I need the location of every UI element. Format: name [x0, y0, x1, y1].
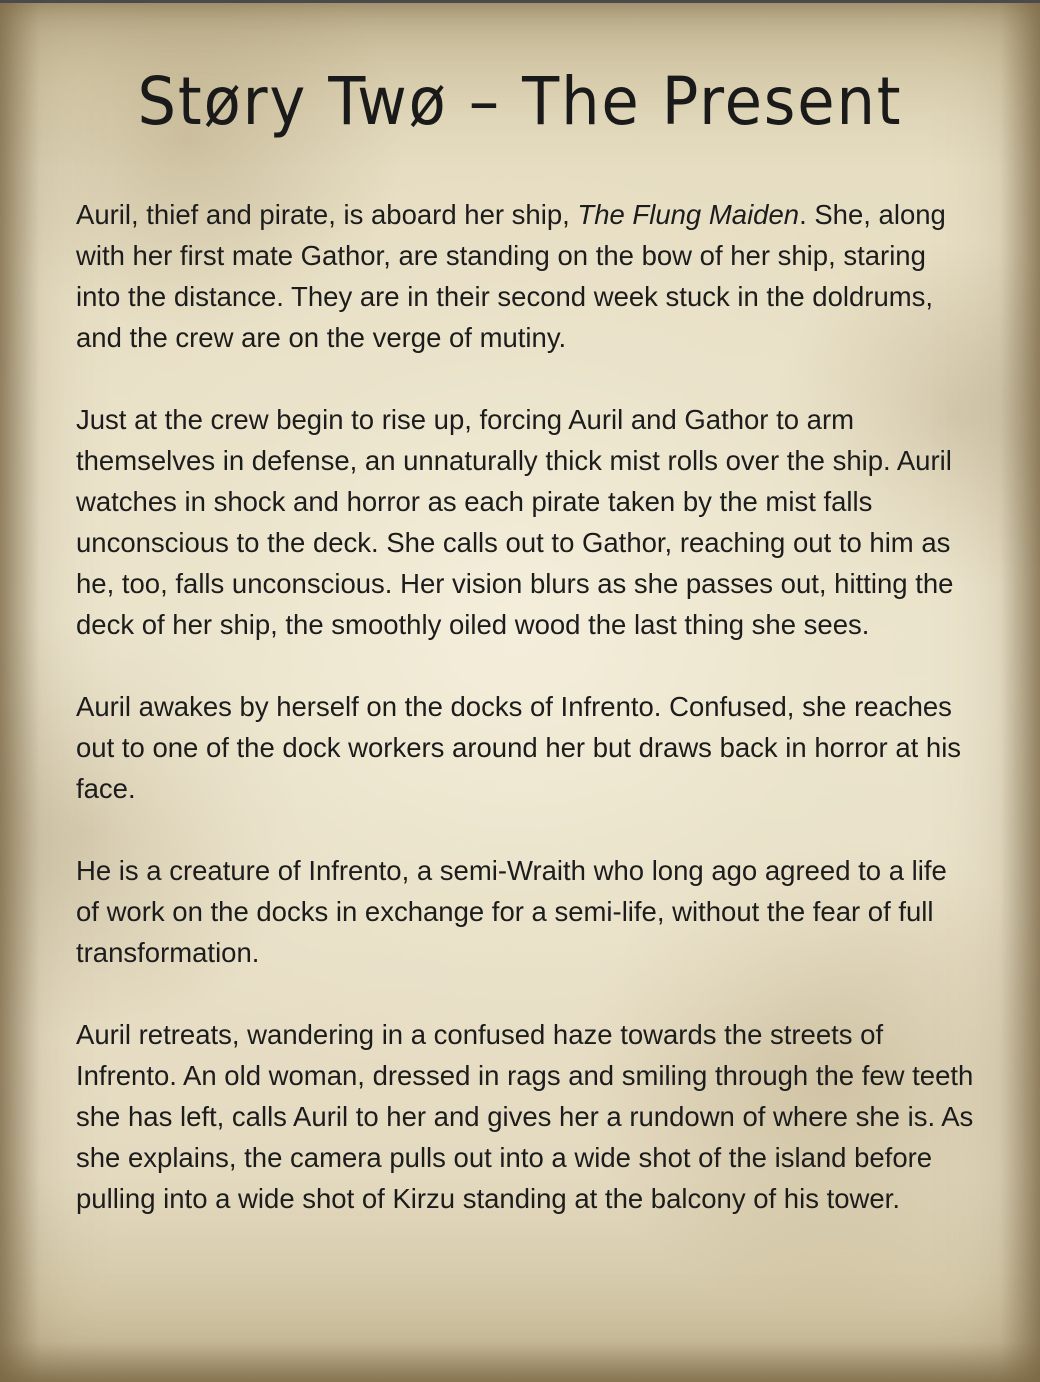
story-body [76, 194, 976, 1219]
ship-name: The Flung Maiden [577, 199, 800, 230]
story-paragraph: Auril awakes by herself on the docks of Infrento. Confused, she reaches out to one of the dock workers around her but draws back in horror at his face. [76, 691, 962, 804]
parchment-edge-bottom [0, 1342, 1040, 1382]
story-paragraph [76, 194, 976, 358]
paragraph-text: Auril, thief and pirate, is aboard her ship, [76, 199, 578, 230]
story-paragraph: He is a creature of Infrento, a semi-Wraith who long ago agreed to a life of work on the docks in exchange for a semi-life, without the fear of full transformation. [76, 855, 947, 968]
story-paragraph: Auril retreats, wandering in a confused haze towards the streets of Infrento. An old woman, dressed in rags and smiling through the few teeth she has left, calls Auril to her and gives her a rundown of where she is. As she explains, the camera pulls out into a wide shot of the island before pulling into a wide shot of Kirzu standing at the balcony of his tower. [76, 1019, 974, 1214]
story-paragraph: Just at the crew begin to rise up, forcing Auril and Gathor to arm themselves in defense, an unnaturally thick mist rolls over the ship. Auril watches in shock and horror as each pirate taken by the mist falls unconscious to the deck. She calls out to Gathor, reaching out to him as he, too, falls unconscious. Her vision blurs as she passes out, hitting the deck of her ship, the smoothly oiled wood the last thing she sees. [76, 404, 954, 640]
paragraph-text: . She, along with her first mate Gathor, are standing on the bow of her ship, staring into the distance. They are in their second week stuck in the doldrums, and the crew are on the verge of mutiny. [76, 199, 946, 353]
page-title: Støry Twø – The Present [137, 63, 903, 140]
parchment-edge-right [1000, 3, 1040, 1382]
parchment-edge-left [0, 3, 40, 1382]
